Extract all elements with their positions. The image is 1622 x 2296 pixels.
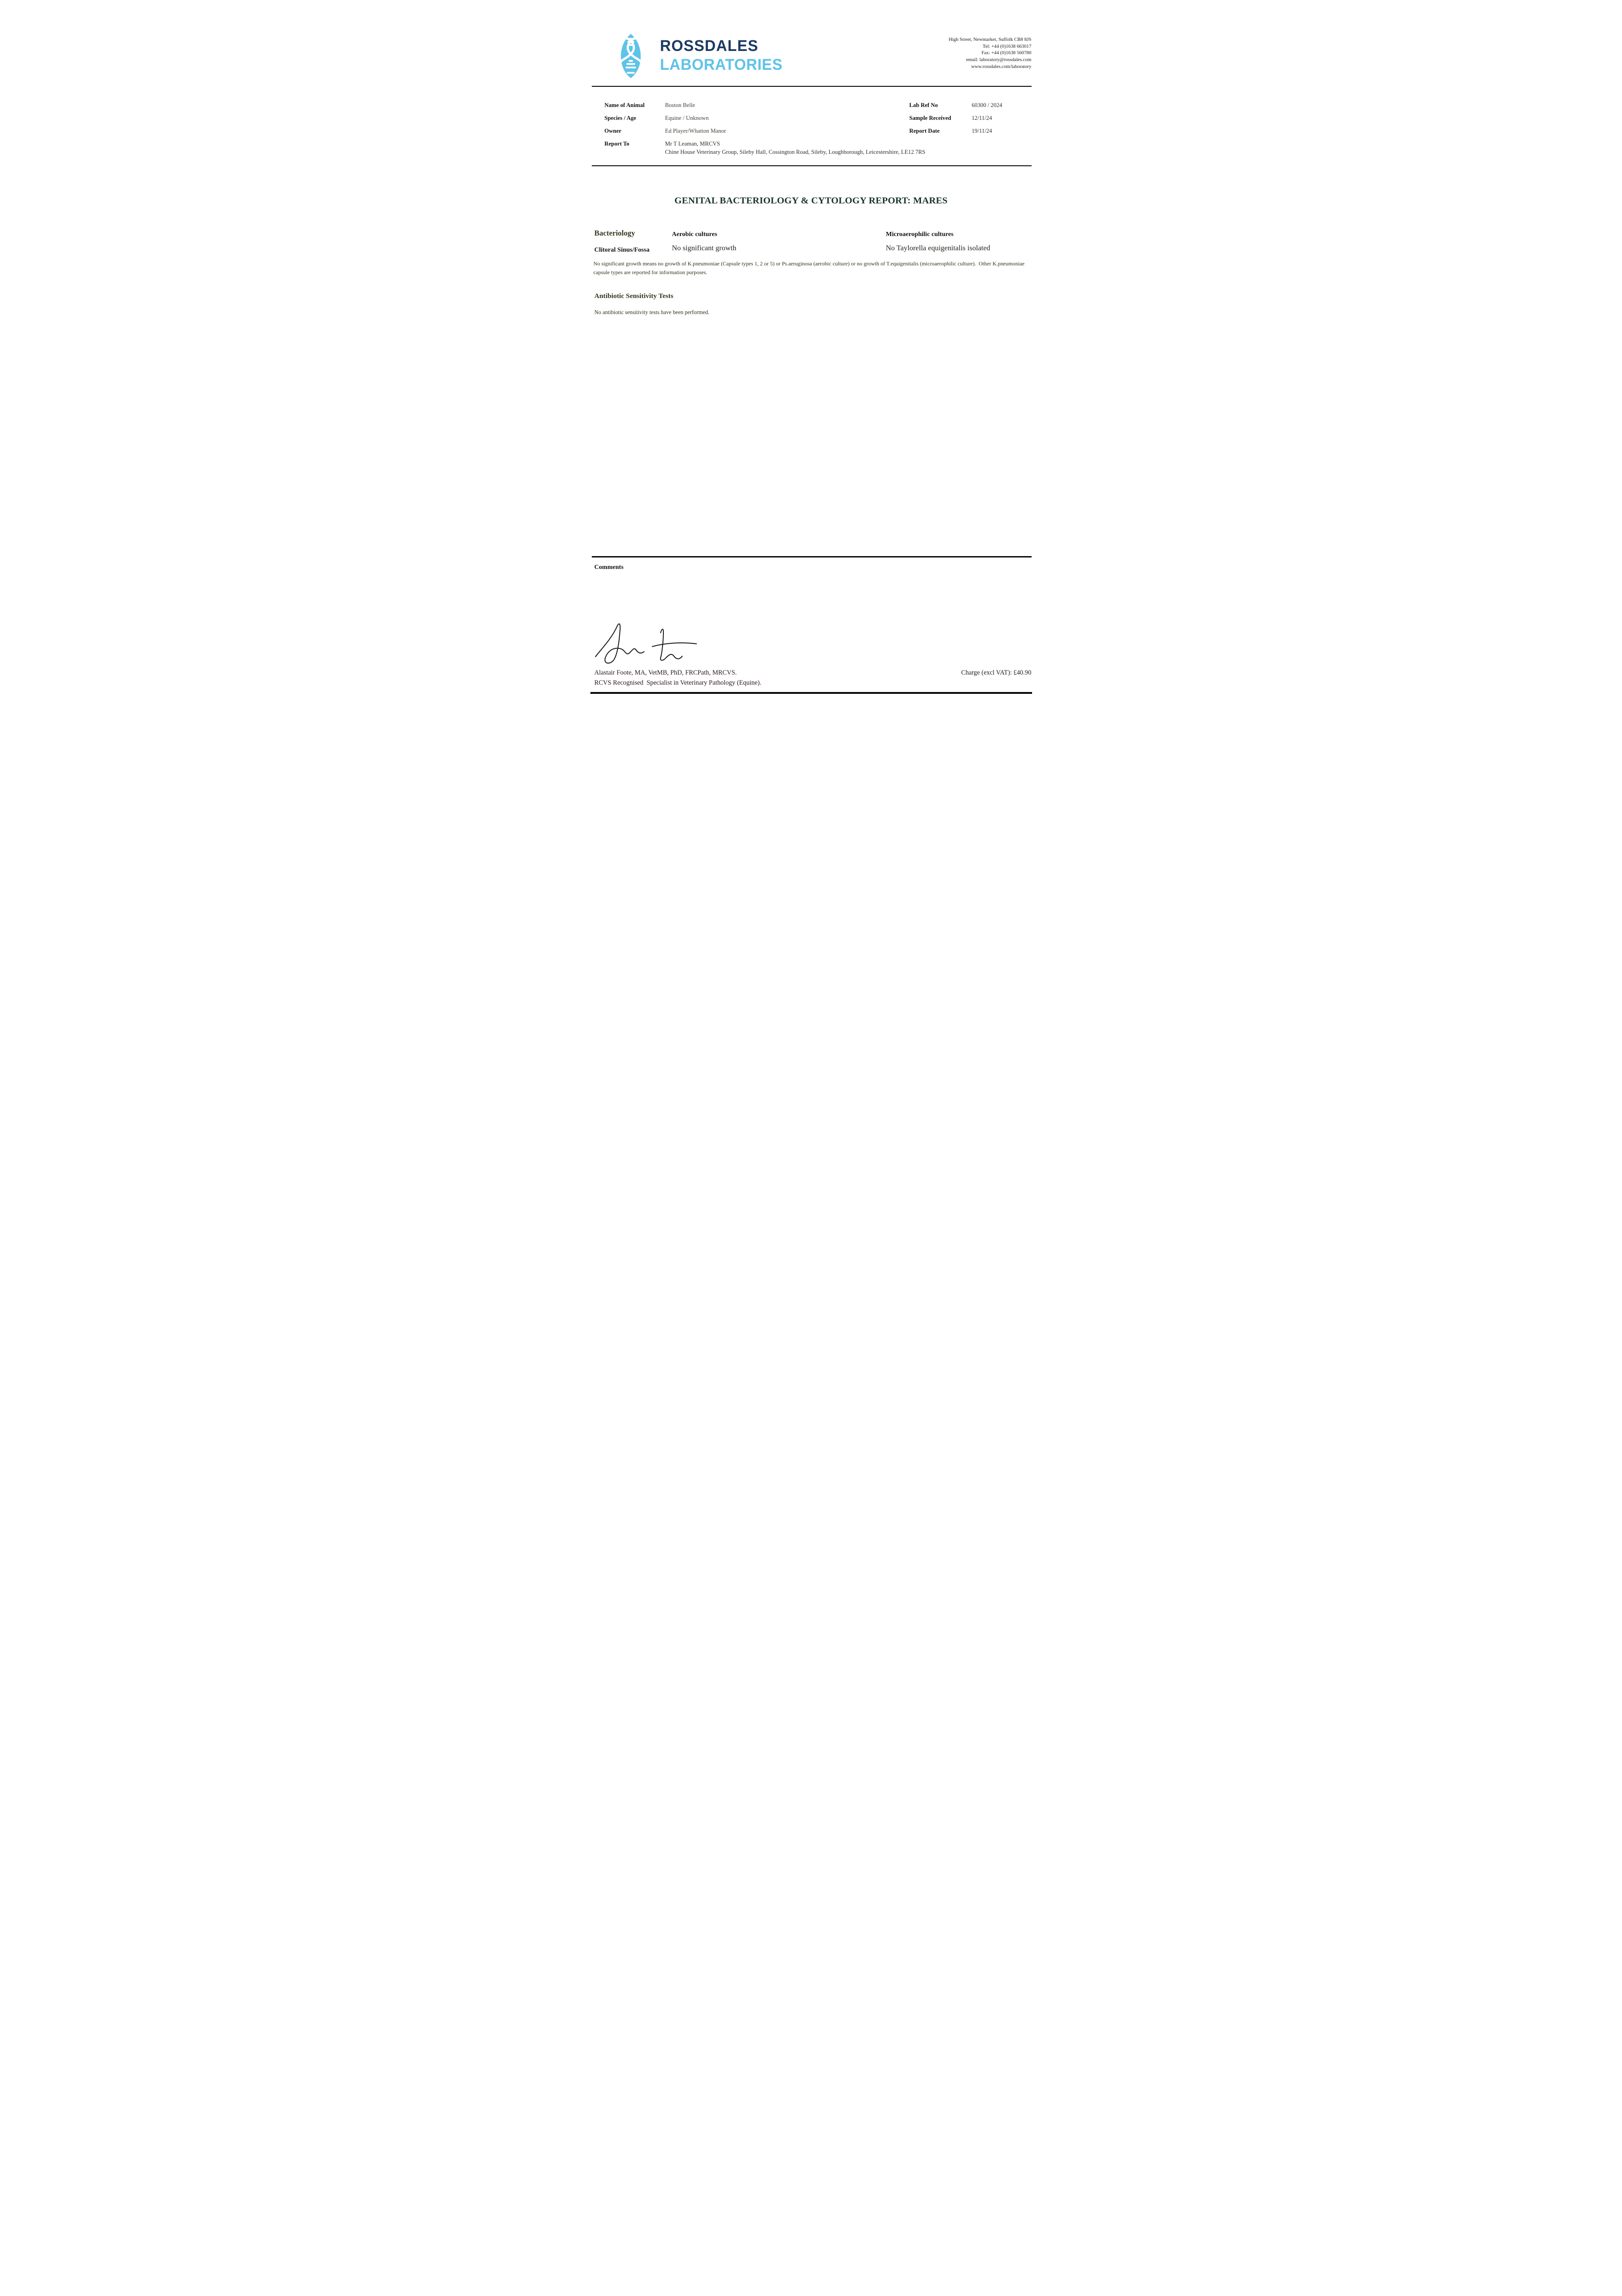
lab-report-page — [559, 0, 1064, 715]
brand-name-rossdales: ROSSDALES — [660, 37, 758, 55]
aerobic-result: No significant growth — [672, 244, 736, 252]
comments-divider-rule — [592, 556, 1032, 557]
label-sample-received: Sample Received — [909, 115, 951, 121]
microaerophilic-result: No Taylorella equigenitalis isolated — [886, 244, 990, 252]
comments-heading: Comments — [594, 563, 624, 570]
details-divider-rule — [592, 165, 1032, 166]
lab-contact-block — [949, 37, 1031, 71]
label-report-date: Report Date — [909, 128, 940, 134]
signatory-name: Alastair Foote, MA, VetMB, PhD, FRCPath, MRCVS. — [594, 669, 737, 676]
value-report-to-address: Chine House Veterinary Group, Sileby Hall, Cossington Road, Sileby, Loughborough, Leicestershire, LE12 7RS — [665, 149, 926, 155]
value-report-to: Mr T Leaman, MRCVS — [665, 141, 720, 147]
brand-name-laboratories: LABORATORIES — [660, 56, 783, 73]
contact-email-line: email: laboratory@rossdales.com — [966, 57, 1032, 63]
signature-handwriting — [592, 621, 702, 667]
label-report-to: Report To — [604, 141, 629, 147]
contact-fax-line: Fax: +44 (0)1638 560780 — [981, 51, 1032, 56]
report-title: GENITAL BACTERIOLOGY & CYTOLOGY REPORT: MARES — [674, 196, 948, 206]
contact-tel-line: Tel: +44 (0)1638 663017 — [982, 44, 1032, 49]
value-species-age: Equine / Unknown — [665, 115, 709, 121]
header-divider-rule — [592, 86, 1032, 87]
label-owner: Owner — [604, 128, 622, 134]
sample-site-label: Clitoral Sinus/Fossa — [594, 247, 650, 253]
signatory-credentials: RCVS Recognised Specialist in Veterinary Pathology (Equine). — [594, 679, 762, 687]
value-lab-ref-no: 60300 / 2024 — [971, 102, 1002, 108]
footer-bottom-rule — [590, 692, 1032, 694]
value-report-date: 19/11/24 — [971, 128, 992, 134]
aerobic-cultures-column-header: Aerobic cultures — [672, 231, 718, 238]
antibiotic-sensitivity-heading: Antibiotic Sensitivity Tests — [594, 292, 673, 300]
antibiotic-sensitivity-body: No antibiotic sensitivity tests have been performed. — [594, 309, 710, 315]
label-species-age: Species / Age — [604, 115, 636, 121]
value-name-of-animal: Boston Belle — [665, 102, 695, 108]
charge-amount: Charge (excl VAT): £40.90 — [961, 669, 1032, 676]
value-sample-received: 12/11/24 — [971, 115, 992, 121]
microaerophilic-cultures-column-header: Microaerophilic cultures — [886, 231, 954, 238]
label-name-of-animal: Name of Animal — [604, 102, 645, 108]
dna-helix-icon — [611, 33, 651, 79]
value-owner: Ed Player/Whatton Manor — [665, 128, 726, 134]
bacteriology-explanatory-note: No significant growth means no growth of K.pneumoniae (Capsule types 1, 2 or 5) or Ps.aeruginosa (aerobic culture) or no growth of T.equigenitalis (microaerophilic culture). Other K.pneumoniae capsule types are reported for information purposes. — [593, 260, 1026, 276]
label-lab-ref-no: Lab Ref No — [909, 102, 938, 108]
contact-address-line: High Street, Newmarket, Suffolk CB8 8JS — [949, 37, 1032, 42]
bacteriology-heading: Bacteriology — [594, 229, 635, 237]
contact-website-line: www.rossdales.com/laboratory — [971, 64, 1032, 69]
